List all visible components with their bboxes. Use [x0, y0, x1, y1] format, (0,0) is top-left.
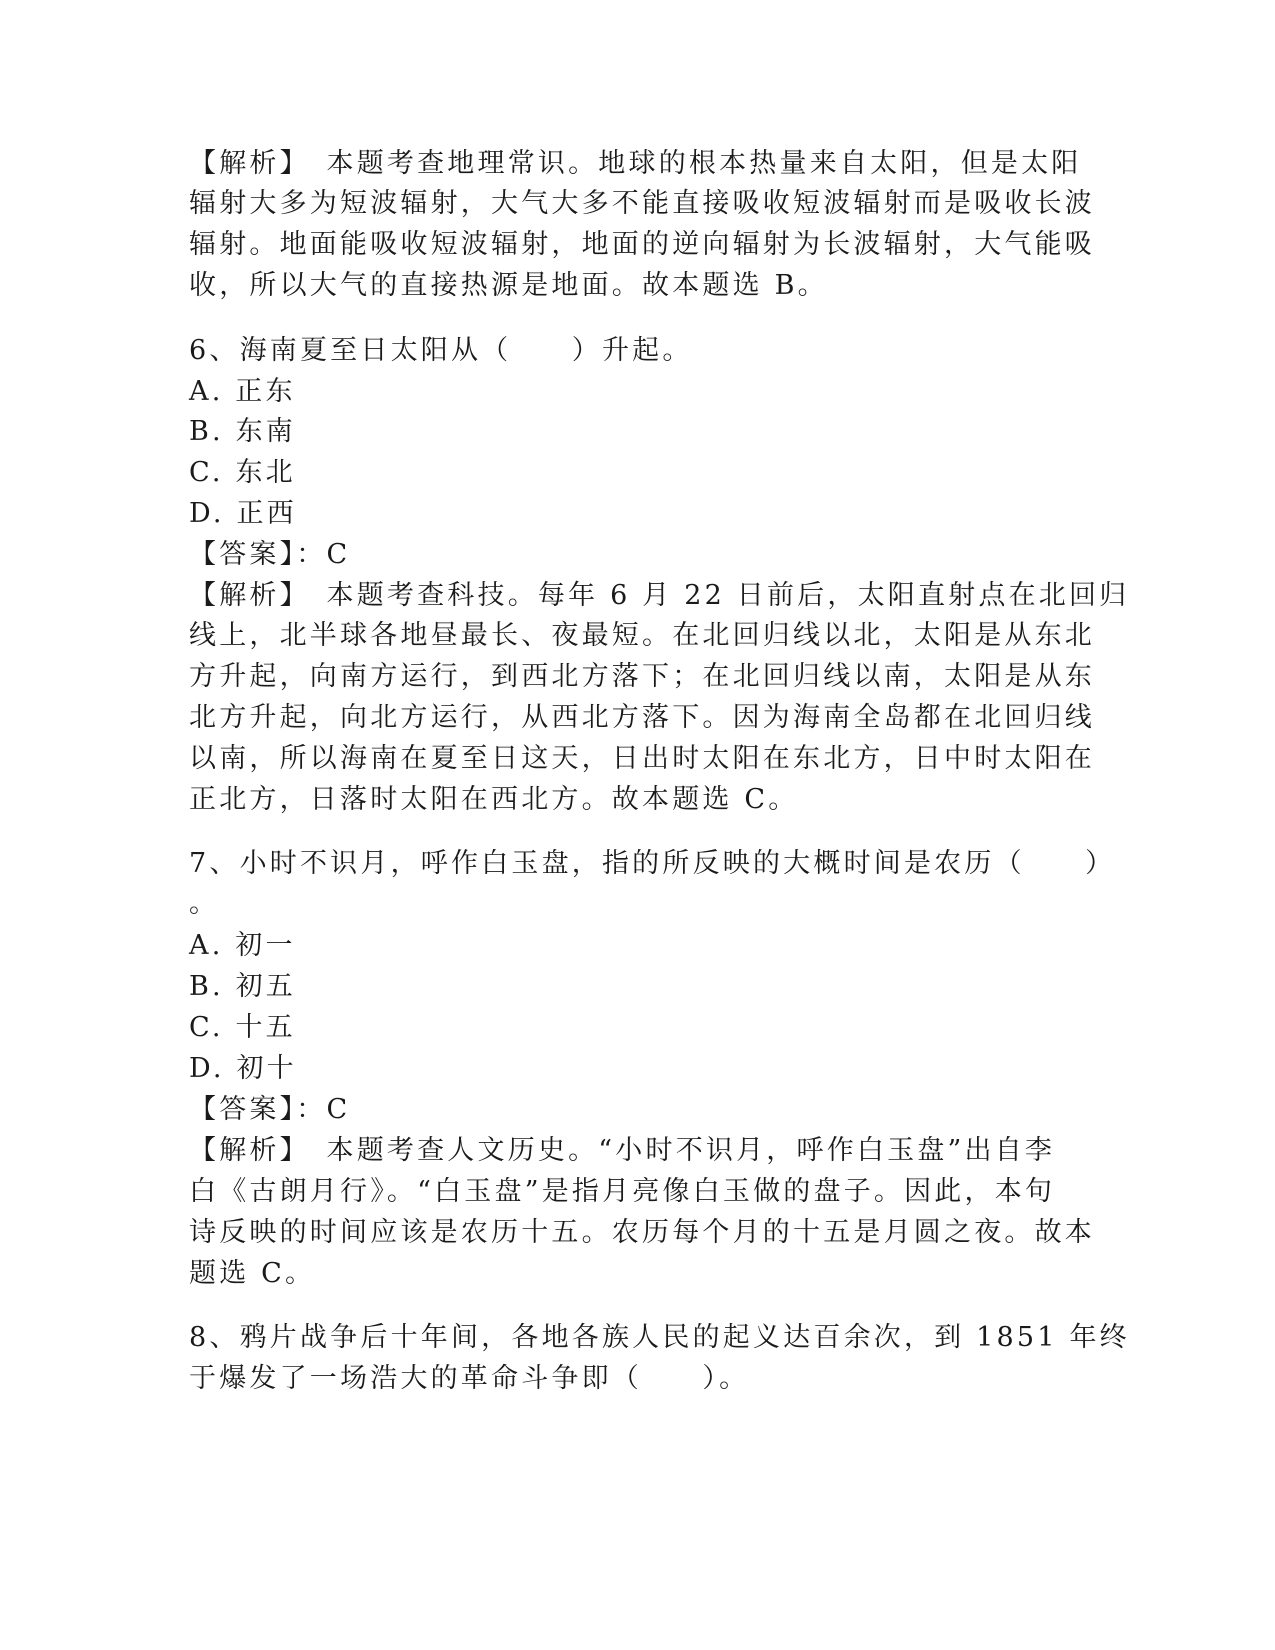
- question-6-answer: 【答案】：C: [189, 539, 351, 570]
- question-6-analysis-line: 北方升起，向北方运行，从西北方落下。因为海南全岛都在北回归线: [189, 702, 1095, 733]
- question-7-analysis-line: 诗反映的时间应该是农历十五。农历每个月的十五是月圆之夜。故本: [189, 1217, 1095, 1248]
- question-7-stem: 7、小时不识月，呼作白玉盘，指的所反映的大概时间是农历（ ）: [189, 848, 1116, 879]
- question-6-stem: 6、海南夏至日太阳从（ ）升起。: [189, 335, 693, 366]
- question-7-answer: 【答案】：C: [189, 1094, 351, 1125]
- analysis-prev-line: 收，所以大气的直接热源是地面。故本题选 B。: [189, 270, 828, 301]
- question-6-option-a: A. 正东: [189, 376, 296, 407]
- question-6-option-c: C. 东北: [189, 457, 296, 488]
- question-6-analysis-line: 方升起，向南方运行，到西北方落下；在北回归线以南，太阳是从东: [189, 661, 1095, 692]
- question-6-analysis-line: 以南，所以海南在夏至日这天，日出时太阳在东北方，日中时太阳在: [189, 743, 1095, 774]
- question-7-stem-tail: 。: [189, 888, 220, 919]
- question-7-option-c: C. 十五: [189, 1012, 296, 1043]
- question-7-option-a: A. 初一: [189, 930, 296, 961]
- question-8-stem-line: 8、鸦片战争后十年间，各地各族人民的起义达百余次，到 1851 年终: [189, 1322, 1130, 1353]
- question-6-analysis-line: 正北方，日落时太阳在西北方。故本题选 C。: [189, 784, 799, 815]
- question-7-analysis-line: 【解析】 本题考查人文历史。“小时不识月，呼作白玉盘”出自李: [189, 1135, 1056, 1166]
- question-6-option-d: D. 正西: [189, 498, 297, 529]
- question-6-analysis-line: 【解析】 本题考查科技。每年 6 月 22 日前后，太阳直射点在北回归: [189, 580, 1130, 611]
- analysis-prev-line: 辐射大多为短波辐射，大气大多不能直接吸收短波辐射而是吸收长波: [189, 188, 1095, 219]
- question-7-option-d: D. 初十: [189, 1053, 297, 1084]
- analysis-prev-line: 【解析】 本题考查地理常识。地球的根本热量来自太阳，但是太阳: [189, 148, 1082, 179]
- analysis-prev-line: 辐射。地面能吸收短波辐射，地面的逆向辐射为长波辐射，大气能吸: [189, 229, 1095, 260]
- question-7-analysis-line: 白《古朗月行》。“白玉盘”是指月亮像白玉做的盘子。因此，本句: [189, 1176, 1056, 1207]
- question-7-option-b: B. 初五: [189, 971, 297, 1002]
- question-7-analysis-line: 题选 C。: [189, 1258, 316, 1289]
- question-6-analysis-line: 线上，北半球各地昼最长、夜最短。在北回归线以北，太阳是从东北: [189, 620, 1095, 651]
- question-6-option-b: B. 东南: [189, 416, 297, 447]
- question-8-stem-line: 于爆发了一场浩大的革命斗争即（ ）。: [189, 1363, 750, 1394]
